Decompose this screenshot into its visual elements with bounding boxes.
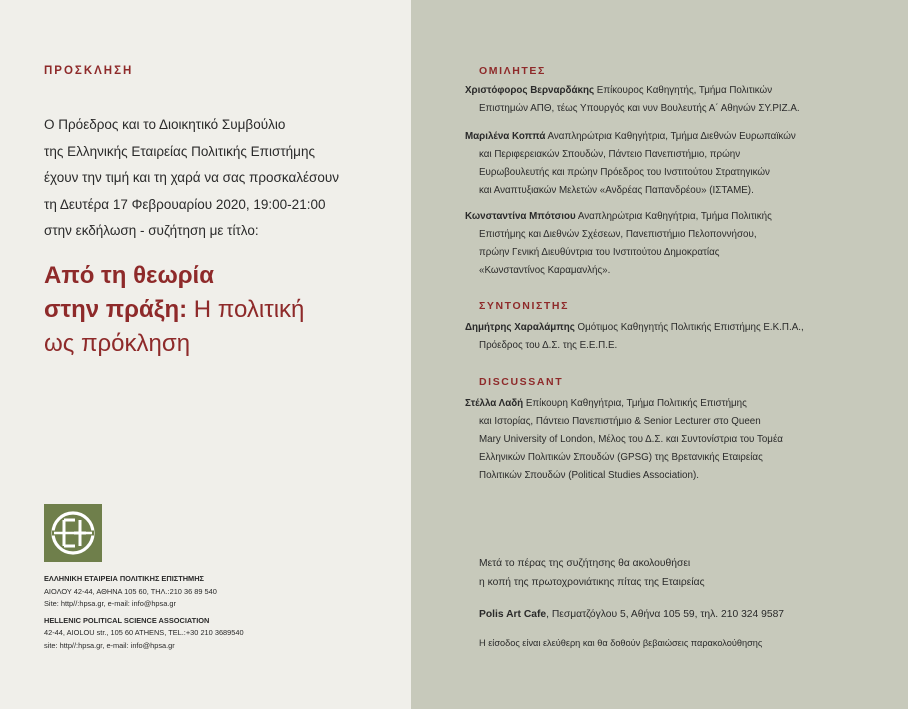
intro-line: της Ελληνικής Εταιρείας Πολιτικής Επιστήμης (44, 143, 315, 159)
org-english-address: 42-44, AIOLOU str., 105 60 ATHENS, TEL.:+30 210 3689540 (44, 628, 244, 638)
discussant-role-line: Mary University of London, Μέλος του Δ.Σ. και Συντονίστρια του Τομέα (479, 434, 783, 445)
after-event-line: η κοπή της πρωτοχρονιάτικης πίτας της Εταιρείας (479, 577, 705, 588)
speaker-entry (465, 128, 885, 200)
discussant-role-line: Ελληνικών Πολιτικών Σπουδών (GPSG) της Βρετανικής Εταιρείας (479, 452, 763, 463)
moderator-role-line: Πρόεδρος του Δ.Σ. της Ε.Ε.Π.Ε. (479, 340, 618, 351)
hpsa-logo-icon (44, 504, 102, 562)
org-greek-address: ΑΙΟΛΟΥ 42-44, ΑΘΗΝΑ 105 60, ΤΗΛ.:210 36 89 540 (44, 586, 217, 596)
moderator-heading: ΣΥΝΤΟΝΙΣΤΗΣ (479, 300, 569, 312)
moderator-entry (465, 319, 885, 355)
speaker-role: Αναπληρώτρια Καθηγήτρια, Τμήμα Πολιτικής (575, 211, 772, 222)
discussant-role-line: και Ιστορίας, Πάντειο Πανεπιστήμιο & Senior Lecturer στο Queen (479, 416, 761, 427)
speaker-role-line: και Περιφερειακών Σπουδών, Πάντειο Πανεπιστήμιο, πρώην (479, 149, 741, 160)
intro-line: τη Δευτέρα 17 Φεβρουαρίου 2020, 19:00-21:00 (44, 196, 326, 212)
discussant-role-line: Πολιτικών Σπουδών (Political Studies Association). (479, 470, 699, 481)
speaker-entry (465, 208, 885, 280)
venue-name: Polis Art Cafe (479, 609, 547, 620)
speaker-role-line: πρώην Γενική Διευθύντρια του Ινστιτούτου Δημοκρατίας (479, 247, 720, 258)
after-event-line: Μετά το πέρας της συζήτησης θα ακολουθήσει (479, 558, 691, 569)
speaker-role-line: Επιστήμης και Διεθνών Σχέσεων, Πανεπιστήμιο Πελοποννήσου, (479, 229, 757, 240)
speaker-name: Κωνσταντίνα Μπότσιου (465, 211, 576, 222)
org-greek-name: ΕΛΛΗΝΙΚΗ ΕΤΑΙΡΕΙΑ ΠΟΛΙΤΙΚΗΣ ΕΠΙΣΤΗΜΗΣ (44, 574, 204, 583)
entry-note: Η είσοδος είναι ελεύθερη και θα δοθούν βεβαιώσεις παρακολούθησης (479, 638, 763, 648)
title-bold-1: Από τη θεωρία (44, 262, 214, 289)
intro-line: Ο Πρόεδρος και το Διοικητικό Συμβούλιο (44, 117, 286, 132)
speaker-role: Επίκουρος Καθηγητής, Τμήμα Πολιτικών (594, 85, 773, 96)
speaker-name: Μαριλένα Κοππά (465, 131, 546, 142)
org-english-site: site: http//:hpsa.gr, e-mail: info@hpsa.gr (44, 640, 175, 650)
org-english-name: HELLENIC POLITICAL SCIENCE ASSOCIATION (44, 615, 210, 625)
discussant-heading: DISCUSSANT (479, 376, 564, 388)
discussant-role: Επίκουρη Καθηγήτρια, Τμήμα Πολιτικής Επιστήμης (523, 398, 747, 409)
title-bold-2: στην πράξη: (44, 296, 188, 323)
organization-info (44, 573, 394, 653)
intro-line: έχουν την τιμή και τη χαρά να σας προσκαλέσουν (44, 170, 340, 185)
speaker-role-line: Ευρωβουλευτής και πρώην Πρόεδρος του Ινστιτούτου Στρατηγικών (479, 167, 770, 178)
event-title (44, 259, 394, 361)
left-panel (0, 0, 411, 709)
moderator-name: Δημήτρης Χαραλάμπης (465, 322, 575, 333)
speaker-name: Χριστόφορος Βερναρδάκης (465, 85, 595, 96)
org-greek-site: Site: http//:hpsa.gr, e-mail: info@hpsa.gr (44, 599, 176, 609)
speaker-role-line: «Κωνσταντίνος Καραμανλής». (479, 265, 611, 276)
moderator-role: Ομότιμος Καθηγητής Πολιτικής Επιστήμης Ε.Κ.Π.Α., (574, 322, 804, 333)
speaker-role: Αναπληρώτρια Καθηγήτρια, Τμήμα Διεθνών Ευρωπαϊκών (545, 131, 796, 142)
speaker-entry (465, 82, 885, 118)
discussant-name: Στέλλα Λαδή (465, 398, 524, 409)
speaker-role-line: και Αναπτυξιακών Μελετών «Ανδρέας Παπανδρέου» (ΙΣΤΑΜΕ). (479, 185, 754, 196)
speakers-heading: ΟΜΙΛΗΤΕΣ (479, 65, 546, 77)
venue-address: , Πεσματζόγλου 5, Αθήνα 105 59, τηλ. 210 324 9587 (546, 609, 785, 620)
speaker-role-line: Επιστημών ΑΠΘ, τέως Υπουργός και νυν Βουλευτής Α΄ Αθηνών ΣΥ.ΡΙΖ.Α. (479, 103, 800, 114)
venue-line (479, 609, 879, 620)
discussant-entry (465, 395, 885, 485)
intro-text (44, 112, 394, 245)
intro-line: στην εκδήλωση - συζήτηση με τίτλο: (44, 223, 259, 238)
title-regular-2: Η πολιτική (187, 296, 305, 323)
title-regular-3: ως πρόκληση (44, 330, 191, 357)
invitation-kicker: ΠΡΟΣΚΛΗΣΗ (44, 65, 134, 77)
